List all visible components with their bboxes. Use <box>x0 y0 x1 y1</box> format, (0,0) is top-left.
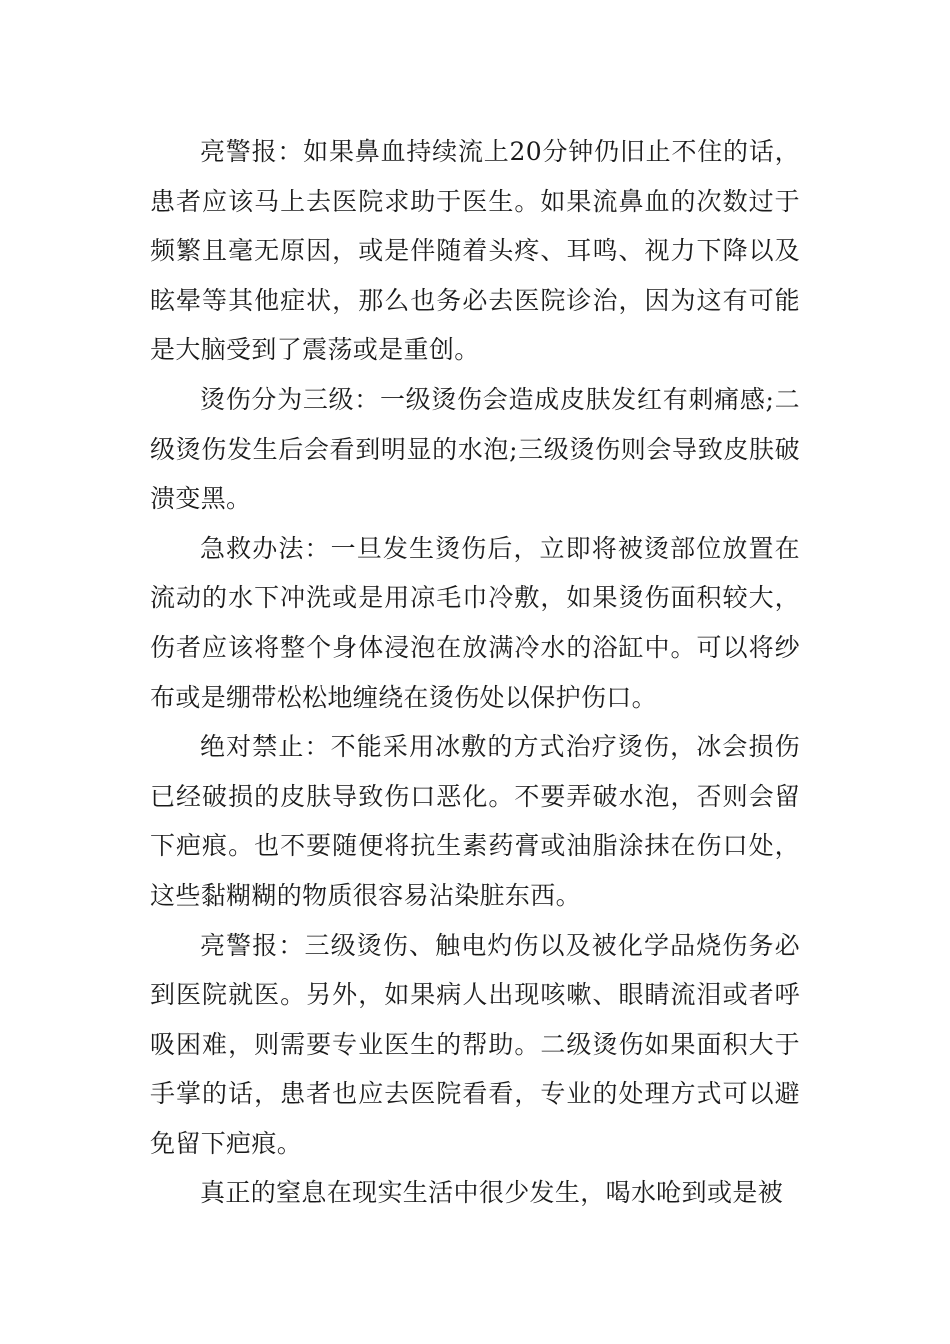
paragraph-burn-first-aid: 急救办法：一旦发生烫伤后，立即将被烫部位放置在流动的水下冲洗或是用凉毛巾冷敷，如果烫伤面积较大，伤者应该将整个身体浸泡在放满冷水的浴缸中。可以将纱布或是绷带松松地缠绕在烫伤处以保护伤口。 <box>150 533 800 712</box>
paragraph-burn-grades: 烫伤分为三级：一级烫伤会造成皮肤发红有刺痛感;二级烫伤发生后会看到明显的水泡;三级烫伤则会导致皮肤破溃变黑。 <box>150 384 800 514</box>
paragraph-nosebleed-warning: 亮警报：如果鼻血持续流上20分钟仍旧止不住的话，患者应该马上去医院求助于医生。如果流鼻血的次数过于频繁且毫无原因，或是伴随着头疼、耳鸣、视力下降以及眩晕等其他症状，那么也务必去医院诊治，因为这有可能是大脑受到了震荡或是重创。 <box>150 137 800 365</box>
paragraph-burn-warning: 亮警报：三级烫伤、触电灼伤以及被化学品烧伤务必到医院就医。另外，如果病人出现咳嗽、眼睛流泪或者呼吸困难，则需要专业医生的帮助。二级烫伤如果面积大于手掌的话，患者也应去医院看看，专业的处理方式可以避免留下疤痕。 <box>150 930 800 1158</box>
document-body <box>150 127 800 1218</box>
paragraph-burn-prohibitions: 绝对禁止：不能采用冰敷的方式治疗烫伤，冰会损伤已经破损的皮肤导致伤口恶化。不要弄破水泡，否则会留下疤痕。也不要随便将抗生素药膏或油脂涂抹在伤口处，这些黏糊糊的物质很容易沾染脏东西。 <box>150 732 800 910</box>
paragraph-choking-intro: 真正的窒息在现实生活中很少发生，喝水呛到或是被 <box>200 1178 784 1208</box>
